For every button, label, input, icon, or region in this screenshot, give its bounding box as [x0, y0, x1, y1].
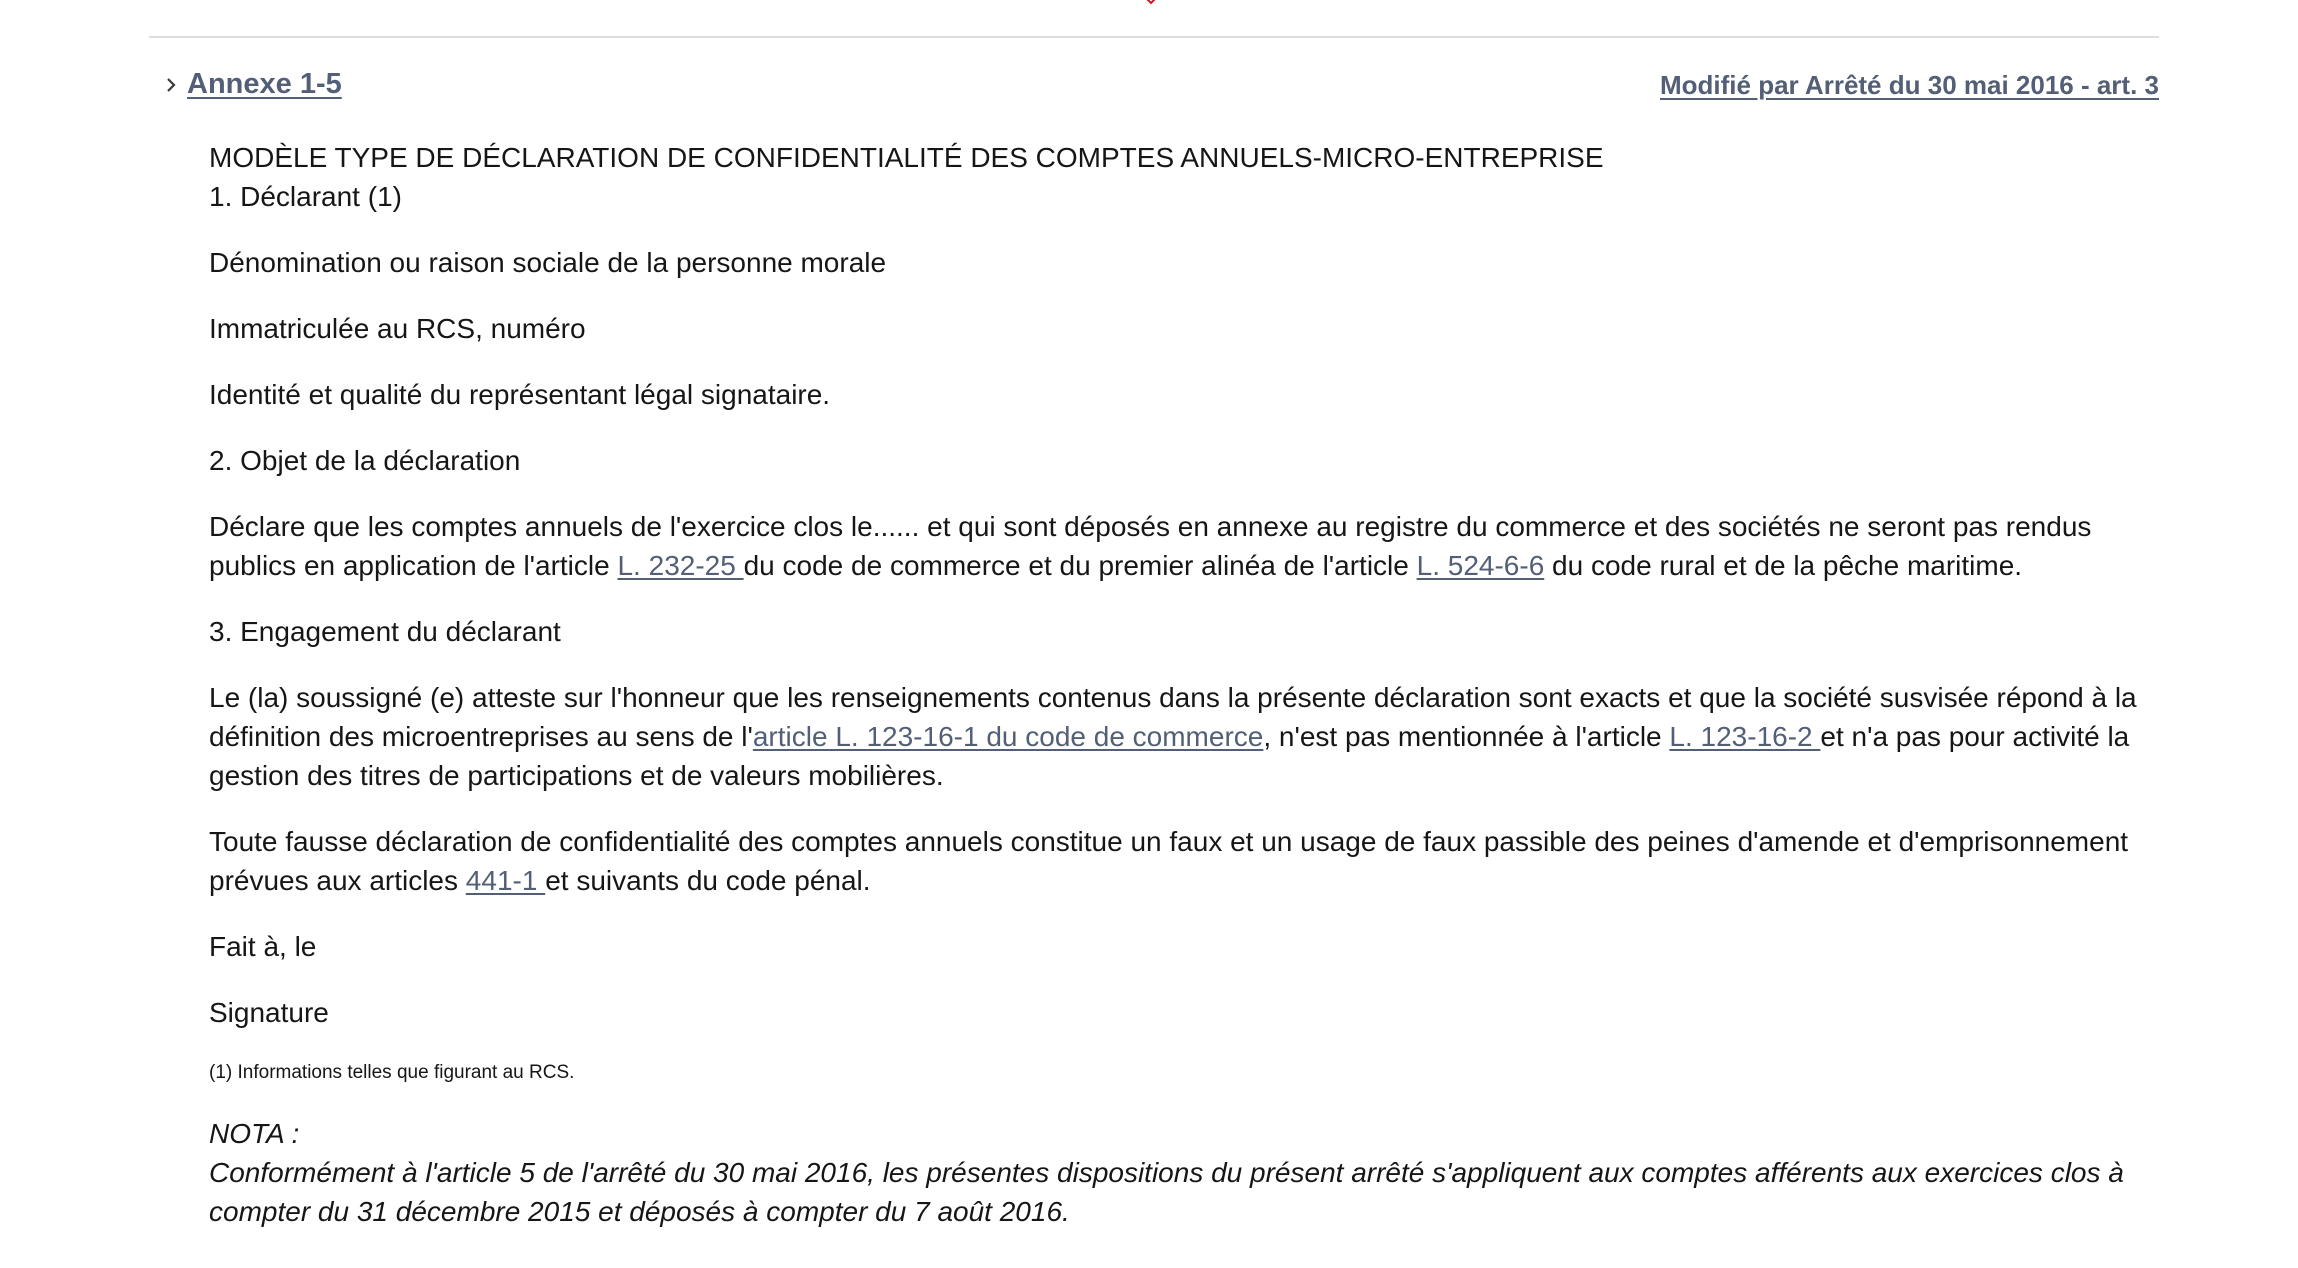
declaration-text-3: du code rural et de la pêche maritime.	[1544, 550, 2023, 581]
engagement-paragraph	[209, 678, 2159, 795]
fausse-text-2: et suivants du code pénal.	[545, 865, 871, 896]
document-heading: MODÈLE TYPE DE DÉCLARATION DE CONFIDENTIALITÉ DES COMPTES ANNUELS-MICRO-ENTREPRISE	[209, 142, 1604, 173]
section-2-title: 2. Objet de la déclaration	[209, 445, 521, 476]
signature-line: Signature	[209, 997, 329, 1028]
engagement-text-3: et n'a pas pour activité la gestion des titres de participations et de valeurs mobilières.	[209, 721, 2130, 791]
engagement-text-2: , n'est pas mentionnée à l'article	[1263, 721, 1670, 752]
modified-by-link[interactable]: Modifié par Arrêté du 30 mai 2016 - art. 3	[1660, 70, 2159, 100]
fausse-text-1: Toute fausse déclaration de confidentialité des comptes annuels constitue un faux et un usage de faux passible des peines d'amende et d'emprisonnement prévues aux articles	[209, 826, 2129, 896]
denomination-line: Dénomination ou raison sociale de la personne morale	[209, 247, 887, 278]
section-divider	[149, 36, 2159, 38]
immatriculation-line: Immatriculée au RCS, numéro	[209, 313, 586, 344]
nota-text: Conformément à l'article 5 de l'arrêté du 30 mai 2016, les présentes dispositions du présent arrêté s'appliquent aux comptes afférents aux exercices clos à compter du 31 décembre 2015 et déposés à compter du 7 août 2016.	[209, 1157, 2124, 1227]
identite-line: Identité et qualité du représentant légal signataire.	[209, 379, 831, 410]
section-1-title: 1. Déclarant (1)	[209, 181, 402, 212]
fausse-declaration-paragraph	[209, 822, 2159, 900]
link-441-1[interactable]: 441-1	[465, 865, 546, 896]
link-l-123-16-2[interactable]: L. 123-16-2	[1669, 721, 1821, 752]
declaration-text-2: du code de commerce et du premier alinéa de l'article	[743, 550, 1417, 581]
link-l-524-6-6[interactable]: L. 524-6-6	[1416, 550, 1545, 581]
annex-content	[209, 138, 2159, 1231]
chevron-down-icon[interactable]	[1144, 0, 1158, 6]
declaration-text-1: Déclare que les comptes annuels de l'exercice clos le...... et qui sont déposés en annexe au registre du commerce et des sociétés ne seront pas rendus publics en application de l'article	[209, 511, 2092, 581]
footnote: (1) Informations telles que figurant au RCS.	[209, 1062, 575, 1083]
declaration-paragraph	[209, 507, 2159, 585]
annex-title-link[interactable]: Annexe 1-5	[187, 68, 342, 100]
annex-header	[149, 66, 2159, 110]
fait-line: Fait à, le	[209, 931, 317, 962]
engagement-text-1: Le (la) soussigné (e) atteste sur l'honneur que les renseignements contenus dans la présente déclaration sont exacts et que la société susvisée répond à la définition des microentreprises au sens de l'	[209, 682, 2137, 752]
section-3-title: 3. Engagement du déclarant	[209, 616, 561, 647]
link-l-232-25[interactable]: L. 232-25	[617, 550, 744, 581]
link-article-l-123-16-1[interactable]: article L. 123-16-1 du code de commerce	[752, 721, 1264, 752]
chevron-right-icon[interactable]	[163, 74, 179, 96]
nota-label: NOTA :	[209, 1118, 300, 1149]
